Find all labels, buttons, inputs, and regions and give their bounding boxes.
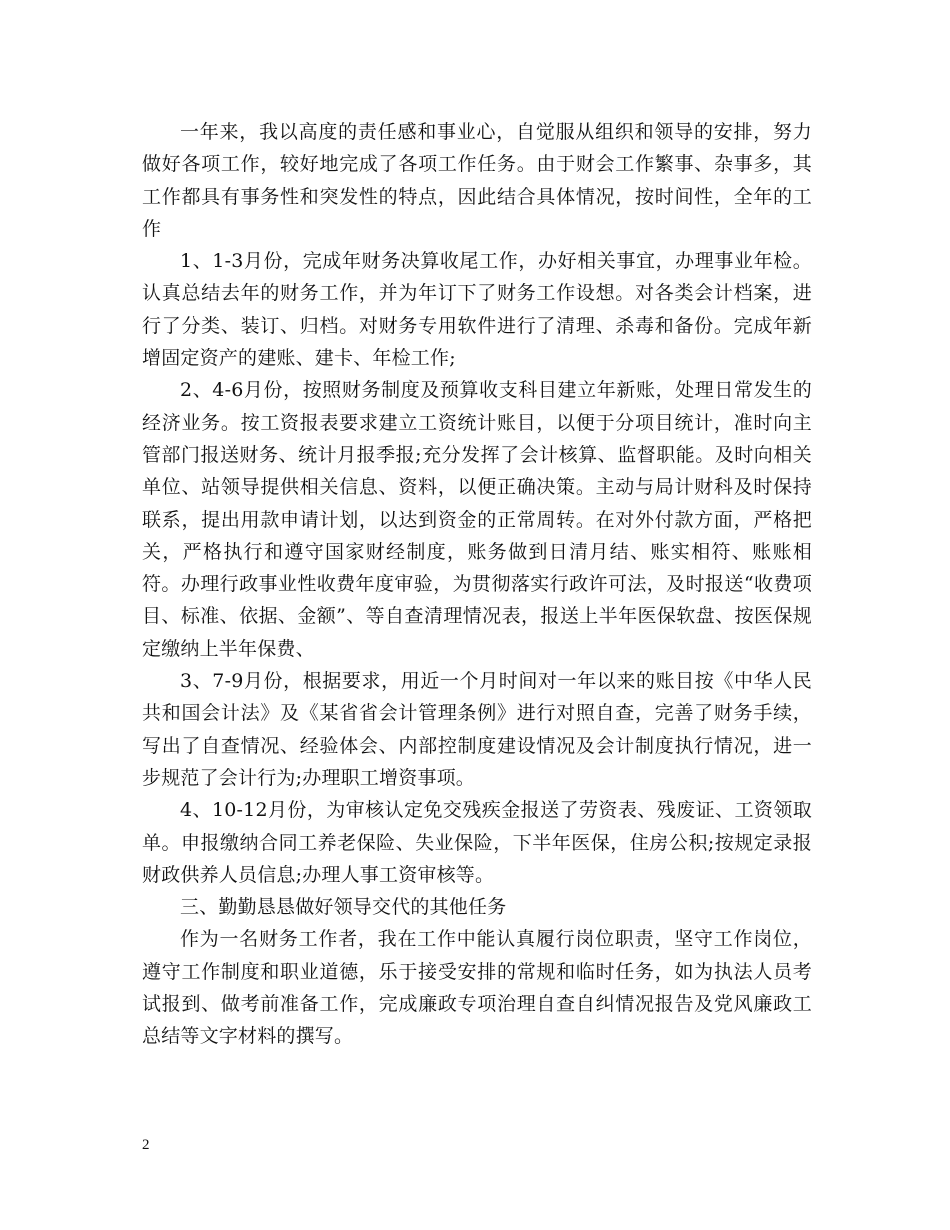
paragraph-q2: 2、4-6月份，按照财务制度及预算收支科目建立年新账，处理日常发生的经济业务。按工资报表要求建立工资统计账目，以便于分项目统计，准时向主管部门报送财务、统计月报季报;充分发挥了会计核算、监督职能。及时向相关单位、站领导提供相关信息、资料，以便正确决策。主动与局计财科及时保持联系，提出用款申请计划，以达到资金的正常周转。在对外付款方面，严格把关，严格执行和遵守国家财经制度，账务做到日清月结、账实相符、账账相符。办理行政事业性收费年度审验，为贯彻落实行政许可法，及时报送“收费项目、标准、依据、金额”、等自查清理情况表，报送上半年医保软盘、按医保规定缴纳上半年保费、: [142, 379, 812, 660]
page-number: 2: [142, 1137, 150, 1153]
paragraph-q1: 1、1-3月份，完成年财务决算收尾工作，办好相关事宜，办理事业年检。认真总结去年的财务工作，并为年订下了财务工作设想。对各类会计档案，进行了分类、装订、归档。对财务专用软件进行了清理、杀毒和备份。完成年新增固定资产的建账、建卡、年检工作;: [142, 250, 812, 370]
paragraph-q4: 4、10-12月份，为审核认定免交残疾金报送了劳资表、残废证、工资领取单。申报缴纳合同工养老保险、失业保险，下半年医保，住房公积;按规定录报财政供养人员信息;办理人事工资审核等。: [142, 799, 812, 886]
document-body: [142, 116, 812, 1053]
section-heading: 三、勤勤恳恳做好领导交代的其他任务: [180, 896, 507, 919]
paragraph-q3: 3、7-9月份，根据要求，用近一个月时间对一年以来的账目按《中华人民共和国会计法》及《某省省会计管理条例》进行对照自查，完善了财务手续，写出了自查情况、经验体会、内部控制度建设情况及会计制度执行情况，进一步规范了会计行为;办理职工增资事项。: [142, 670, 812, 789]
paragraph-intro: 一年来，我以高度的责任感和事业心，自觉服从组织和领导的安排，努力做好各项工作，较好地完成了各项工作任务。由于财会工作繁事、杂事多，其工作都具有事务性和突发性的特点，因此结合具体情况，按时间性，全年的工作: [142, 121, 812, 240]
paragraph-closing: 作为一名财务工作者，我在工作中能认真履行岗位职责，坚守工作岗位，遵守工作制度和职业道德，乐于接受安排的常规和临时任务，如为执法人员考试报到、做考前准备工作，完成廉政专项治理自查自纠情况报告及党风廉政工总结等文字材料的撰写。: [142, 928, 812, 1048]
